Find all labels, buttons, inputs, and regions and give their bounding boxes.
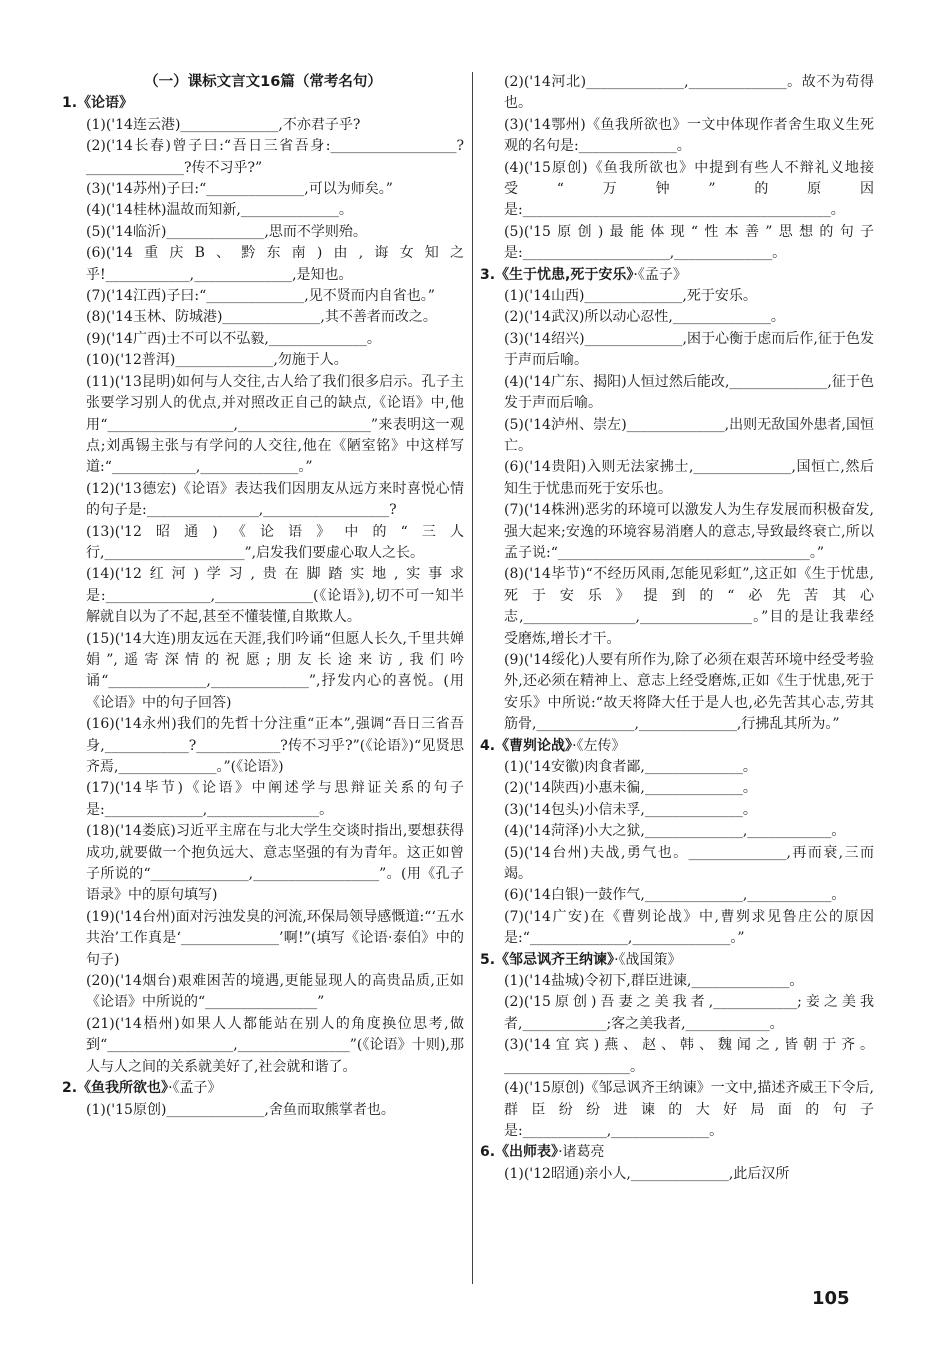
text-number: 5. [480,951,496,968]
text-source: ·《战国策》 [614,951,682,968]
text-heading [480,265,874,286]
question-item: (7)('14广安)在《曹刿论战》中,曹刿求见鲁庄公的原因是:“______________,______________。” [504,908,874,947]
text-source: ·诸葛亮 [558,1144,605,1161]
text-number: 6. [480,1144,496,1161]
question-item: (8)('14毕节)“不经历风雨,怎能见彩虹”,这正如《生于忧患,死于安乐》提到的“必先苦其心志,________________,________________。”目的是让我辈经受磨炼,增长才干。 [504,566,874,647]
question-item: (3)('14宜宾)燕、赵、韩、魏闻之,皆朝于齐。__________________。 [504,1037,874,1075]
question-item: (2)('14长春)曾子曰:“吾日三省吾身:__________________?______________?传不习乎?” [86,138,464,176]
question-item: (3)('14鄂州)《鱼我所欲也》一文中体现作者舍生取义生死观的名句是:______________。 [504,116,874,155]
text-number: 2. [62,1080,78,1097]
question-item: (19)('14台州)面对污浊发臭的河流,环保局领导感慨道:“‘五水共治’工作真是‘______________’啊!”(填写《论语·泰伯》中的句子) [86,908,464,968]
question-item: (2)('14武汉)所以动心忍性,______________。 [504,309,785,326]
page-number: 105 [812,1288,850,1309]
text-heading [480,1142,874,1163]
left-column [62,72,464,1121]
question-item: (21)('14梧州)如果人人都能站在别人的角度换位思考,做到“__________________,________________”(《论语》十则),那人与人之间的关系就美好了,社会就和谐了。 [86,1015,464,1075]
question-item: (18)('14娄底)习近平主席在与北大学生交谈时指出,要想获得成功,就要做一个抱负远大、意志坚强的有为青年。这正如曾子所说的“______________,__________________”。(用《孔子语录》中的原句填写) [86,823,464,904]
question-item: (1)('12昭通)亲小人,______________,此后汉所 [504,1165,790,1182]
question-item: (16)('14永州)我们的先哲十分注重“正本”,强调“吾日三省吾身,____________?____________?传不习乎?”(《论语》)“见贤思齐焉,______________。”(《论语》) [86,716,464,775]
question-item: (9)('14绥化)人要有所作为,除了必须在艰苦环境中经受考验外,还必须在精神上、意志上经受磨炼,正如《生于忧患,死于安乐》中所说:“故天将降大任于是人也,必先苦其心志,劳其筋骨,______________,______________,行拂乱其所为。” [504,651,874,733]
question-item: (5)('14台州)夫战,勇气也。______________,再而衰,三而竭。 [504,844,874,883]
question-item: (4)('14桂林)温故而知新,______________。 [86,202,353,219]
question-item: (7)('14株洲)恶劣的环境可以激发人为生存发展而积极奋发,强大起来;安逸的环境容易消磨人的意志,导致最终衰亡,所以孟子说:“____________________________________。” [504,502,874,561]
text-heading [62,1078,464,1099]
question-item: (10)('12普洱)______________,勿施于人。 [86,352,348,369]
question-item: (15)('14大连)朋友远在天涯,我们吟诵“但愿人长久,千里共婵娟”,遥寄深情的祝愿;朋友长途来访,我们吟诵“______________,______________”,抒发内心的喜悦。(用《论语》中的句子回答) [86,630,464,711]
text-source: ·《孟子》 [633,266,687,283]
question-item: (12)('13德宏)《论语》表达我们因朋友从远方来时喜悦心情的句子是:________________,__________________? [86,480,464,519]
text-source: ·《左传》 [572,737,626,754]
question-item: (2)('14河北)______________,______________。故不为苟得也。 [504,74,874,112]
question-item: (1)('14山西)______________,死于安乐。 [504,288,757,305]
text-source: ·《孟子》 [168,1080,222,1097]
question-item: (17)('14毕节)《论语》中阐述学与思辩证关系的句子是:______________,________________。 [86,780,464,818]
question-item: (5)('14临沂)______________,思而不学则殆。 [86,223,367,240]
question-item: (11)('13昆明)如何与人交往,古人给了我们很多启示。孔子主张要学习别人的优点,并对照改正自己的缺点,《论语》中,他用“__________________,___________________”来表明这一观点;刘禹锡主张与有学问的人交往,他在《陋室铭》中这样写道:“____________,______________。” [86,373,464,476]
question-item: (9)('14广西)士不可以不弘毅,______________。 [86,330,381,347]
question-item: (8)('14玉林、防城港)______________,其不善者而改之。 [86,309,437,326]
text-heading [480,736,874,757]
question-item: (20)('14烟台)艰难困苦的境遇,更能显现人的高贵品质,正如《论语》中所说的“________________” [86,973,464,1011]
question-item: (13)('12昭通)《论语》中的“三人行,____________________”,启发我们要虚心取人之长。 [86,523,464,561]
text-number: 1. [62,95,78,112]
text-heading [62,93,464,114]
question-item: (3)('14绍兴)______________,困于心衡于虑而后作,征于色发于声而后喻。 [504,330,874,369]
question-item: (14)('12红河)学习,贵在脚踏实地,实事求是:_______________,______________(《论语》),切不可一知半解就自以为了不起,甚至不懂装懂,自欺欺人。 [86,566,464,626]
question-item: (7)('14江西)子曰:“______________,见不贤而内自省也。” [86,288,435,305]
text-title: 《生于忧患,死于安乐》 [495,266,634,283]
question-item: (6)('14重庆B、黔东南)由,诲女知之乎!____________,______________,是知也。 [86,245,464,283]
question-item: (3)('14苏州)子曰:“______________,可以为师矣。” [86,181,393,198]
question-item: (4)('14广东、揭阳)人恒过然后能改,______________,征于色发于声而后喻。 [504,373,874,412]
question-item: (6)('14白银)一鼓作气,______________,____________。 [504,887,846,904]
question-item: (3)('14包头)小信未孚,______________。 [504,801,757,818]
text-title: 《论语》 [77,95,134,112]
question-item: (4)('15原创)《鱼我所欲也》中提到有些人不辩礼义地接受“万钟”的原因是:____________________________________________。 [504,159,874,219]
section-title: （一）课标文言文16篇（常考名句） [144,74,382,90]
right-column [480,72,874,1185]
question-item: (5)('14泸州、崇左)______________,出则无敌国外患者,国恒亡。 [504,416,874,454]
question-item: (4)('15原创)《邹忌讽齐王纳谏》一文中,描述齐威王下令后,群臣纷纷进谏的大好局面的句子是:____________,______________。 [504,1080,874,1139]
text-heading [480,950,874,971]
question-item: (2)('14陕西)小惠未徧,______________。 [504,780,757,797]
question-item: (1)('14盐城)令初下,群臣进谏,______________。 [504,973,804,990]
question-item: (6)('14贵阳)入则无法家拂士,______________,国恒亡,然后知生于忧患而死于安乐也。 [504,459,874,497]
column-divider [472,72,473,1284]
text-number: 4. [480,737,496,754]
text-title: 《邹忌讽齐王纳谏》 [495,951,615,968]
text-title: 《鱼我所欲也》 [77,1080,169,1097]
question-item: (2)('15原创)吾妻之美我者,____________;妾之美我者,____________;客之美我者,____________。 [504,994,874,1032]
question-item: (5)('15原创)最能体现“性本善”思想的句子是:_____________________,______________。 [504,223,874,262]
text-number: 3. [480,266,496,283]
question-item: (1)('14连云港)______________,不亦君子乎? [86,116,361,133]
text-title: 《出师表》 [495,1144,559,1161]
text-title: 《曹刿论战》 [495,737,573,754]
question-item: (1)('15原创)______________,舍鱼而取熊掌者也。 [86,1101,395,1118]
question-item: (1)('14安徽)肉食者鄙,______________。 [504,759,757,775]
question-item: (4)('14菏泽)小大之狱,______________,____________。 [504,823,846,840]
